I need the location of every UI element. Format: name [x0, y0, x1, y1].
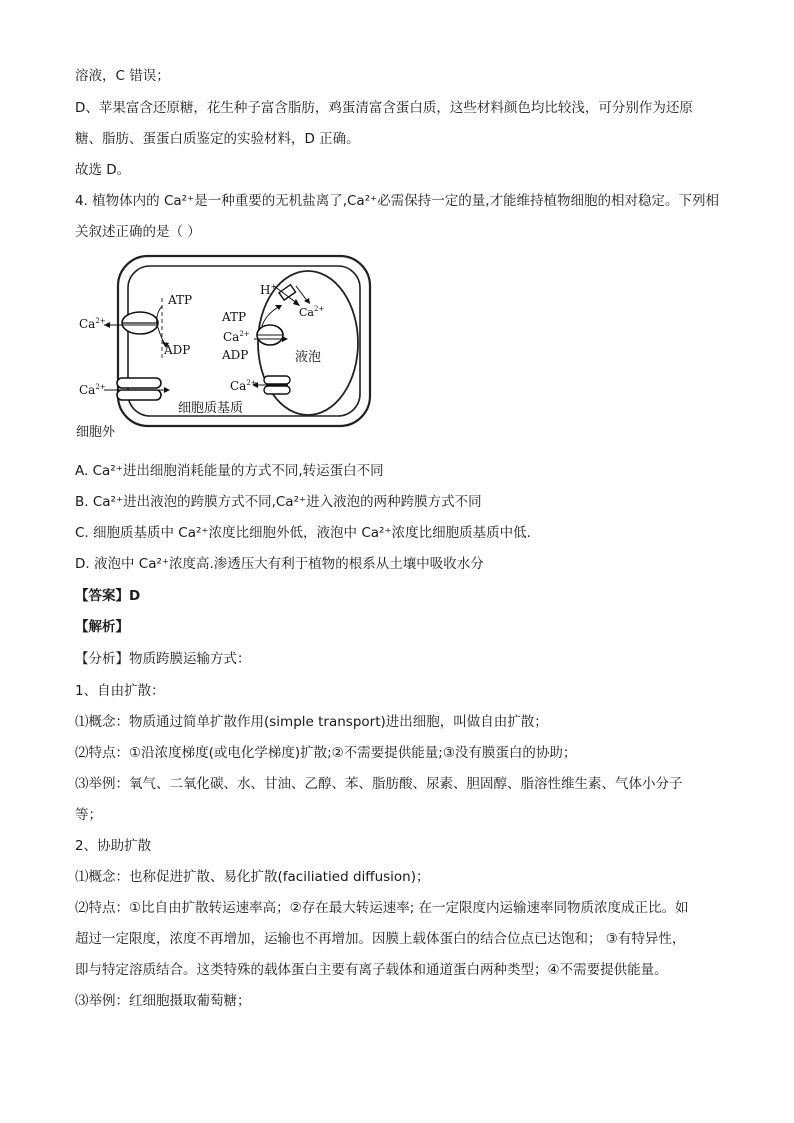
- text-line: D、苹果富含还原糖，花生种子富含脂肪，鸡蛋清富含蛋白质，这些材料颜色均比较浅，可分别作为还原: [75, 100, 693, 116]
- calcium-label: $Ca^{2+}$: [79, 383, 106, 397]
- question-4-stem: 4. 植物体内的 Ca²⁺是一种重要的无机盐离了,Ca²⁺必需保持一定的量,才能维持植物细胞的相对稳定。下列相: [75, 193, 720, 209]
- analysis-heading: 【解析】: [75, 619, 129, 635]
- answer-heading: 【答案】D: [75, 588, 141, 604]
- cytoplasm-label: 细胞质基质: [178, 401, 244, 416]
- calcium-label: $Ca^{2+}$: [79, 317, 106, 331]
- question-4-stem-cont: 关叙述正确的是（ ）: [75, 224, 201, 240]
- text-line: 故选 D。: [75, 162, 131, 178]
- atp-label: ATP: [222, 310, 247, 324]
- text-line: 溶液，C 错误；: [75, 68, 170, 84]
- option-a: A. Ca²⁺进出细胞消耗能量的方式不同,转运蛋白不同: [75, 463, 384, 479]
- text-line: ⑶举例：氧气、二氧化碳、水、甘油、乙醇、苯、脂肪酸、尿素、胆固醇、脂溶性维生素、气体小分子: [75, 776, 683, 792]
- calcium-label: $Ca^{2+}$: [230, 379, 257, 393]
- text-line: ⑶举例：红细胞摄取葡萄糖；: [75, 993, 251, 1009]
- text-line: 即与特定溶质结合。这类特殊的载体蛋白主要有离子载体和通道蛋白两种类型；④不需要提供能量。: [75, 962, 668, 978]
- hydrogen-label: H+: [260, 283, 277, 297]
- text-line: 1、自由扩散：: [75, 683, 165, 699]
- vacuole-label: 液泡: [295, 350, 322, 365]
- option-c: C. 细胞质基质中 Ca²⁺浓度比细胞外低，液泡中 Ca²⁺浓度比细胞质基质中低.: [75, 525, 531, 541]
- text-line: 超过一定限度，浓度不再增加，运输也不再增加。因膜上载体蛋白的结合位点已达饱和； ③有特异性，: [75, 931, 686, 947]
- text-line: ⑵特点：①比自由扩散转运速率高；②存在最大转运速率; 在一定限度内运输速率同物质浓度成正比。如: [75, 900, 689, 916]
- text-line: 等；: [75, 807, 102, 823]
- antiporter-protein: [279, 285, 296, 300]
- text-line: 【分析】物质跨膜运输方式：: [75, 651, 251, 667]
- text-line: ⑴概念：也称促进扩散、易化扩散(faciliatied diffusion)；: [75, 869, 430, 885]
- text-line: 2、协助扩散: [75, 838, 152, 854]
- text-line: ⑵特点：①沿浓度梯度(或电化学梯度)扩散;②不需要提供能量;③没有膜蛋白的协助；: [75, 745, 577, 761]
- calcium-channel-protein: [117, 378, 161, 388]
- cell-diagram: [74, 248, 374, 448]
- calcium-label: $Ca^{2+}$: [299, 305, 325, 319]
- outside-label: 细胞外: [76, 425, 116, 440]
- adp-label: ADP: [222, 348, 249, 362]
- calcium-label: $Ca^{2+}$: [223, 330, 250, 344]
- option-b: B. Ca²⁺进出液泡的跨膜方式不同,Ca²⁺进入液泡的两种跨膜方式不同: [75, 494, 482, 510]
- vacuole-channel-protein: [264, 376, 290, 384]
- text-line: ⑴概念：物质通过简单扩散作用(simple transport)进出细胞，叫做自由扩散；: [75, 714, 548, 730]
- atp-label: ATP: [168, 293, 193, 307]
- adp-label: ADP: [164, 343, 191, 357]
- text-line: 糖、脂肪、蛋蛋白质鉴定的实验材料，D 正确。: [75, 131, 360, 147]
- option-d: D. 液泡中 Ca²⁺浓度高.渗透压大有利于植物的根系从土壤中吸收水分: [75, 556, 484, 572]
